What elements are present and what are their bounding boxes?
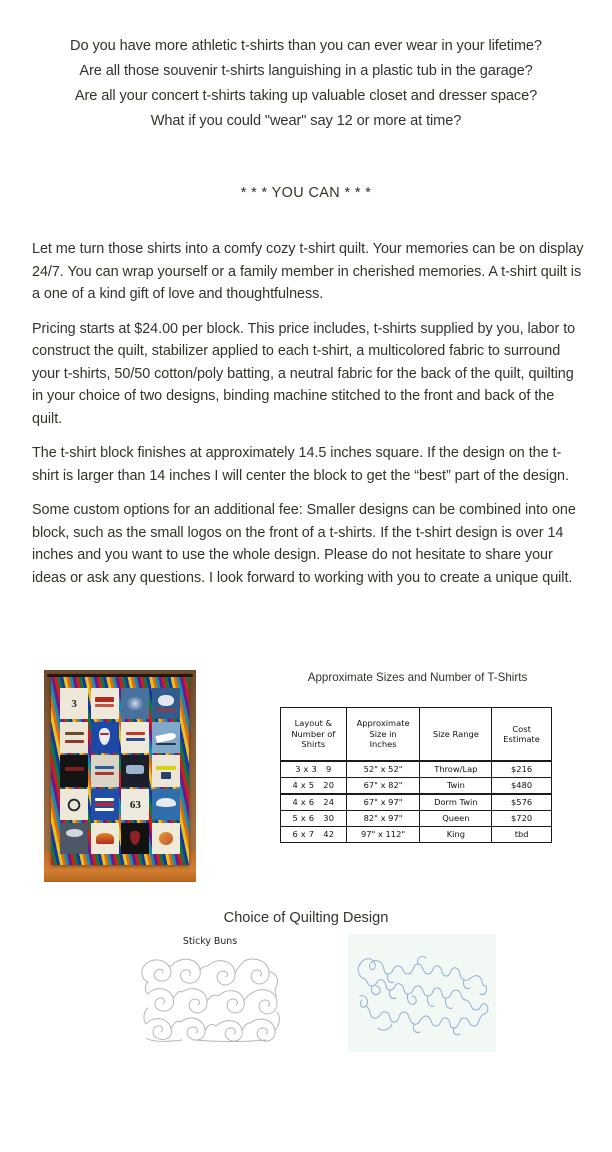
- quilt-block-mark: [126, 738, 145, 741]
- cell-size: 82" x 97": [346, 811, 420, 827]
- body-paragraph: Pricing starts at $24.00 per block. This price includes, t-shirts supplied by you, labor to construct the quilt, stabilizer applied to each t-shirt, a multicolored fabric to surround your t-shirts, 50/50 cotton/poly batting, a neutral fabric for the back of the quilt, quilting in your choice of two designs, binding machine stitched to the front and back of the quilt.: [32, 320, 576, 427]
- column-header-cost: Cost Estimate: [492, 708, 552, 762]
- design-swatch-sticky-buns: [136, 952, 284, 1044]
- quilt-block-mark: [158, 695, 174, 706]
- intro-question: Are all those souvenir t-shirts languishing in a plastic tub in the garage?: [79, 63, 533, 79]
- intro-question: Do you have more athletic t-shirts than you can ever wear in your lifetime?: [70, 38, 542, 54]
- sizes-table-title: Approximate Sizes and Number of T-Shirts: [307, 671, 528, 684]
- quilt-block-mark: [126, 732, 145, 735]
- quilt-block-mark: [156, 798, 175, 806]
- quilt-block-mark: [156, 709, 175, 712]
- cell-layout: 6 x 7 42: [281, 827, 347, 843]
- body-paragraph: Some custom options for an additional fee: Smaller designs can be combined into one block, such as the small logos on the front of a t-shirts. If the t-shirt design is over 14 inches and you want to use the whole design. Please do not hesitate to share your ideas or ask any questions. I look forward to working with you to create a unique quilt.: [32, 502, 576, 586]
- quilt-block-mark: [130, 831, 140, 845]
- sticky-buns-pattern-icon: [136, 952, 284, 1044]
- cell-size-range: King: [420, 827, 492, 843]
- quilt-block-number: 63: [129, 798, 141, 811]
- quilt-block: [91, 789, 119, 820]
- quilt-block-mark: [127, 697, 143, 711]
- quilt-block-mark: [126, 765, 144, 774]
- quilt-block-mark: [95, 808, 114, 811]
- quilt-block: [60, 722, 88, 753]
- cell-cost: $480: [492, 778, 552, 795]
- quilt-block: [121, 823, 149, 854]
- quilt-block: [152, 823, 180, 854]
- quilt-block-grid: [60, 688, 180, 854]
- quilt-block: [60, 755, 88, 786]
- quilt-block-mark: [65, 740, 84, 743]
- quilt-block-number: 3: [71, 697, 77, 710]
- table-row: [281, 794, 552, 811]
- quilt-block: [91, 722, 119, 753]
- cell-size-range: Twin: [420, 778, 492, 795]
- cell-size-range: Queen: [420, 811, 492, 827]
- intro-question: What if you could "wear" say 12 or more at time?: [150, 113, 462, 129]
- quilt-block-mark: [99, 728, 110, 745]
- table-row: [281, 827, 552, 843]
- you-can-callout: * * * YOU CAN * * *: [240, 185, 372, 201]
- cell-size-range: Dorm Twin: [420, 794, 492, 811]
- quilt-block-mark: [66, 829, 83, 837]
- cell-size-range: Throw/Lap: [420, 761, 492, 778]
- cell-layout: 5 x 6 30: [281, 811, 347, 827]
- quilt-block: [152, 755, 180, 786]
- quilt-block: [60, 688, 88, 719]
- cell-size: 67" x 82": [346, 778, 420, 795]
- quilt-block-mark: [95, 704, 114, 706]
- quilt-block-mark: [95, 766, 114, 769]
- quilt-block: [60, 789, 88, 820]
- quilt-block-mark: [95, 772, 114, 774]
- quilt-block-mark: [67, 797, 82, 813]
- table-row: [281, 811, 552, 827]
- quilt-block: [121, 722, 149, 753]
- quilt-block-mark: [159, 832, 173, 844]
- quilt-block-mark: [96, 833, 114, 844]
- quilt-block-mark: [161, 772, 171, 779]
- cell-size: 97" x 112": [346, 827, 420, 843]
- quilt-photo: [44, 670, 196, 882]
- column-header-size-range: Size Range: [420, 708, 492, 762]
- intro-questions: [0, 34, 612, 134]
- quilt-block-mark: [156, 743, 175, 745]
- sizes-table: [280, 707, 552, 843]
- cell-size: 52" x 52": [346, 761, 420, 778]
- quilt-block: [60, 823, 88, 854]
- cell-layout: 3 x 3 9: [281, 761, 347, 778]
- cell-cost: $720: [492, 811, 552, 827]
- design-swatch-puzzle-mender: [348, 934, 496, 1052]
- table-row: [281, 761, 552, 778]
- quilt-block-mark: [95, 803, 114, 806]
- quilt-border: [51, 677, 189, 865]
- quilt-block-mark: [155, 732, 176, 743]
- quilt-block: [91, 688, 119, 719]
- cell-layout: 4 x 5 20: [281, 778, 347, 795]
- cell-cost: tbd: [492, 827, 552, 843]
- quilt-block-mark: [65, 767, 84, 771]
- quilt-block: [121, 755, 149, 786]
- quilt-block-mark: [156, 766, 175, 770]
- cell-layout: 4 x 6 24: [281, 794, 347, 811]
- quilt-photo-image: [44, 670, 196, 882]
- column-header-layout: Layout & Number of Shirts: [281, 708, 347, 762]
- table-row: [281, 778, 552, 795]
- body-copy: [32, 238, 584, 601]
- quilt-block: [91, 755, 119, 786]
- body-paragraph: The t-shirt block finishes at approximately 14.5 inches square. If the design on the t-shirt is larger than 14 inches I will center the block to get the “best” part of the design.: [32, 445, 569, 484]
- puzzle-mender-pattern-icon: [354, 952, 490, 1038]
- table-header-row: [281, 708, 552, 762]
- quilt-block: [152, 688, 180, 719]
- quilt-block-mark: [65, 732, 84, 735]
- quilt-block: [152, 722, 180, 753]
- design-label-sticky-buns: Sticky Buns: [182, 936, 238, 947]
- quilt-block: [121, 688, 149, 719]
- intro-question: Are all your concert t-shirts taking up valuable closet and dresser space?: [74, 88, 538, 104]
- quilting-design-title: Choice of Quilting Design: [223, 910, 389, 926]
- quilt-block: [152, 789, 180, 820]
- body-paragraph: Let me turn those shirts into a comfy cozy t-shirt quilt. Your memories can be on display 24/7. You can wrap yourself or a family member in cherished memories. A t-shirt quilt is a one of a kind gift of love and thoughtfulness.: [32, 241, 584, 302]
- cell-cost: $576: [492, 794, 552, 811]
- quilt-block-mark: [95, 697, 114, 701]
- cell-size: 67" x 97": [346, 794, 420, 811]
- quilt-block: [91, 823, 119, 854]
- cell-cost: $216: [492, 761, 552, 778]
- quilt-block-mark: [95, 798, 114, 801]
- quilt-block: [121, 789, 149, 820]
- column-header-size: Approximate Size in Inches: [346, 708, 420, 762]
